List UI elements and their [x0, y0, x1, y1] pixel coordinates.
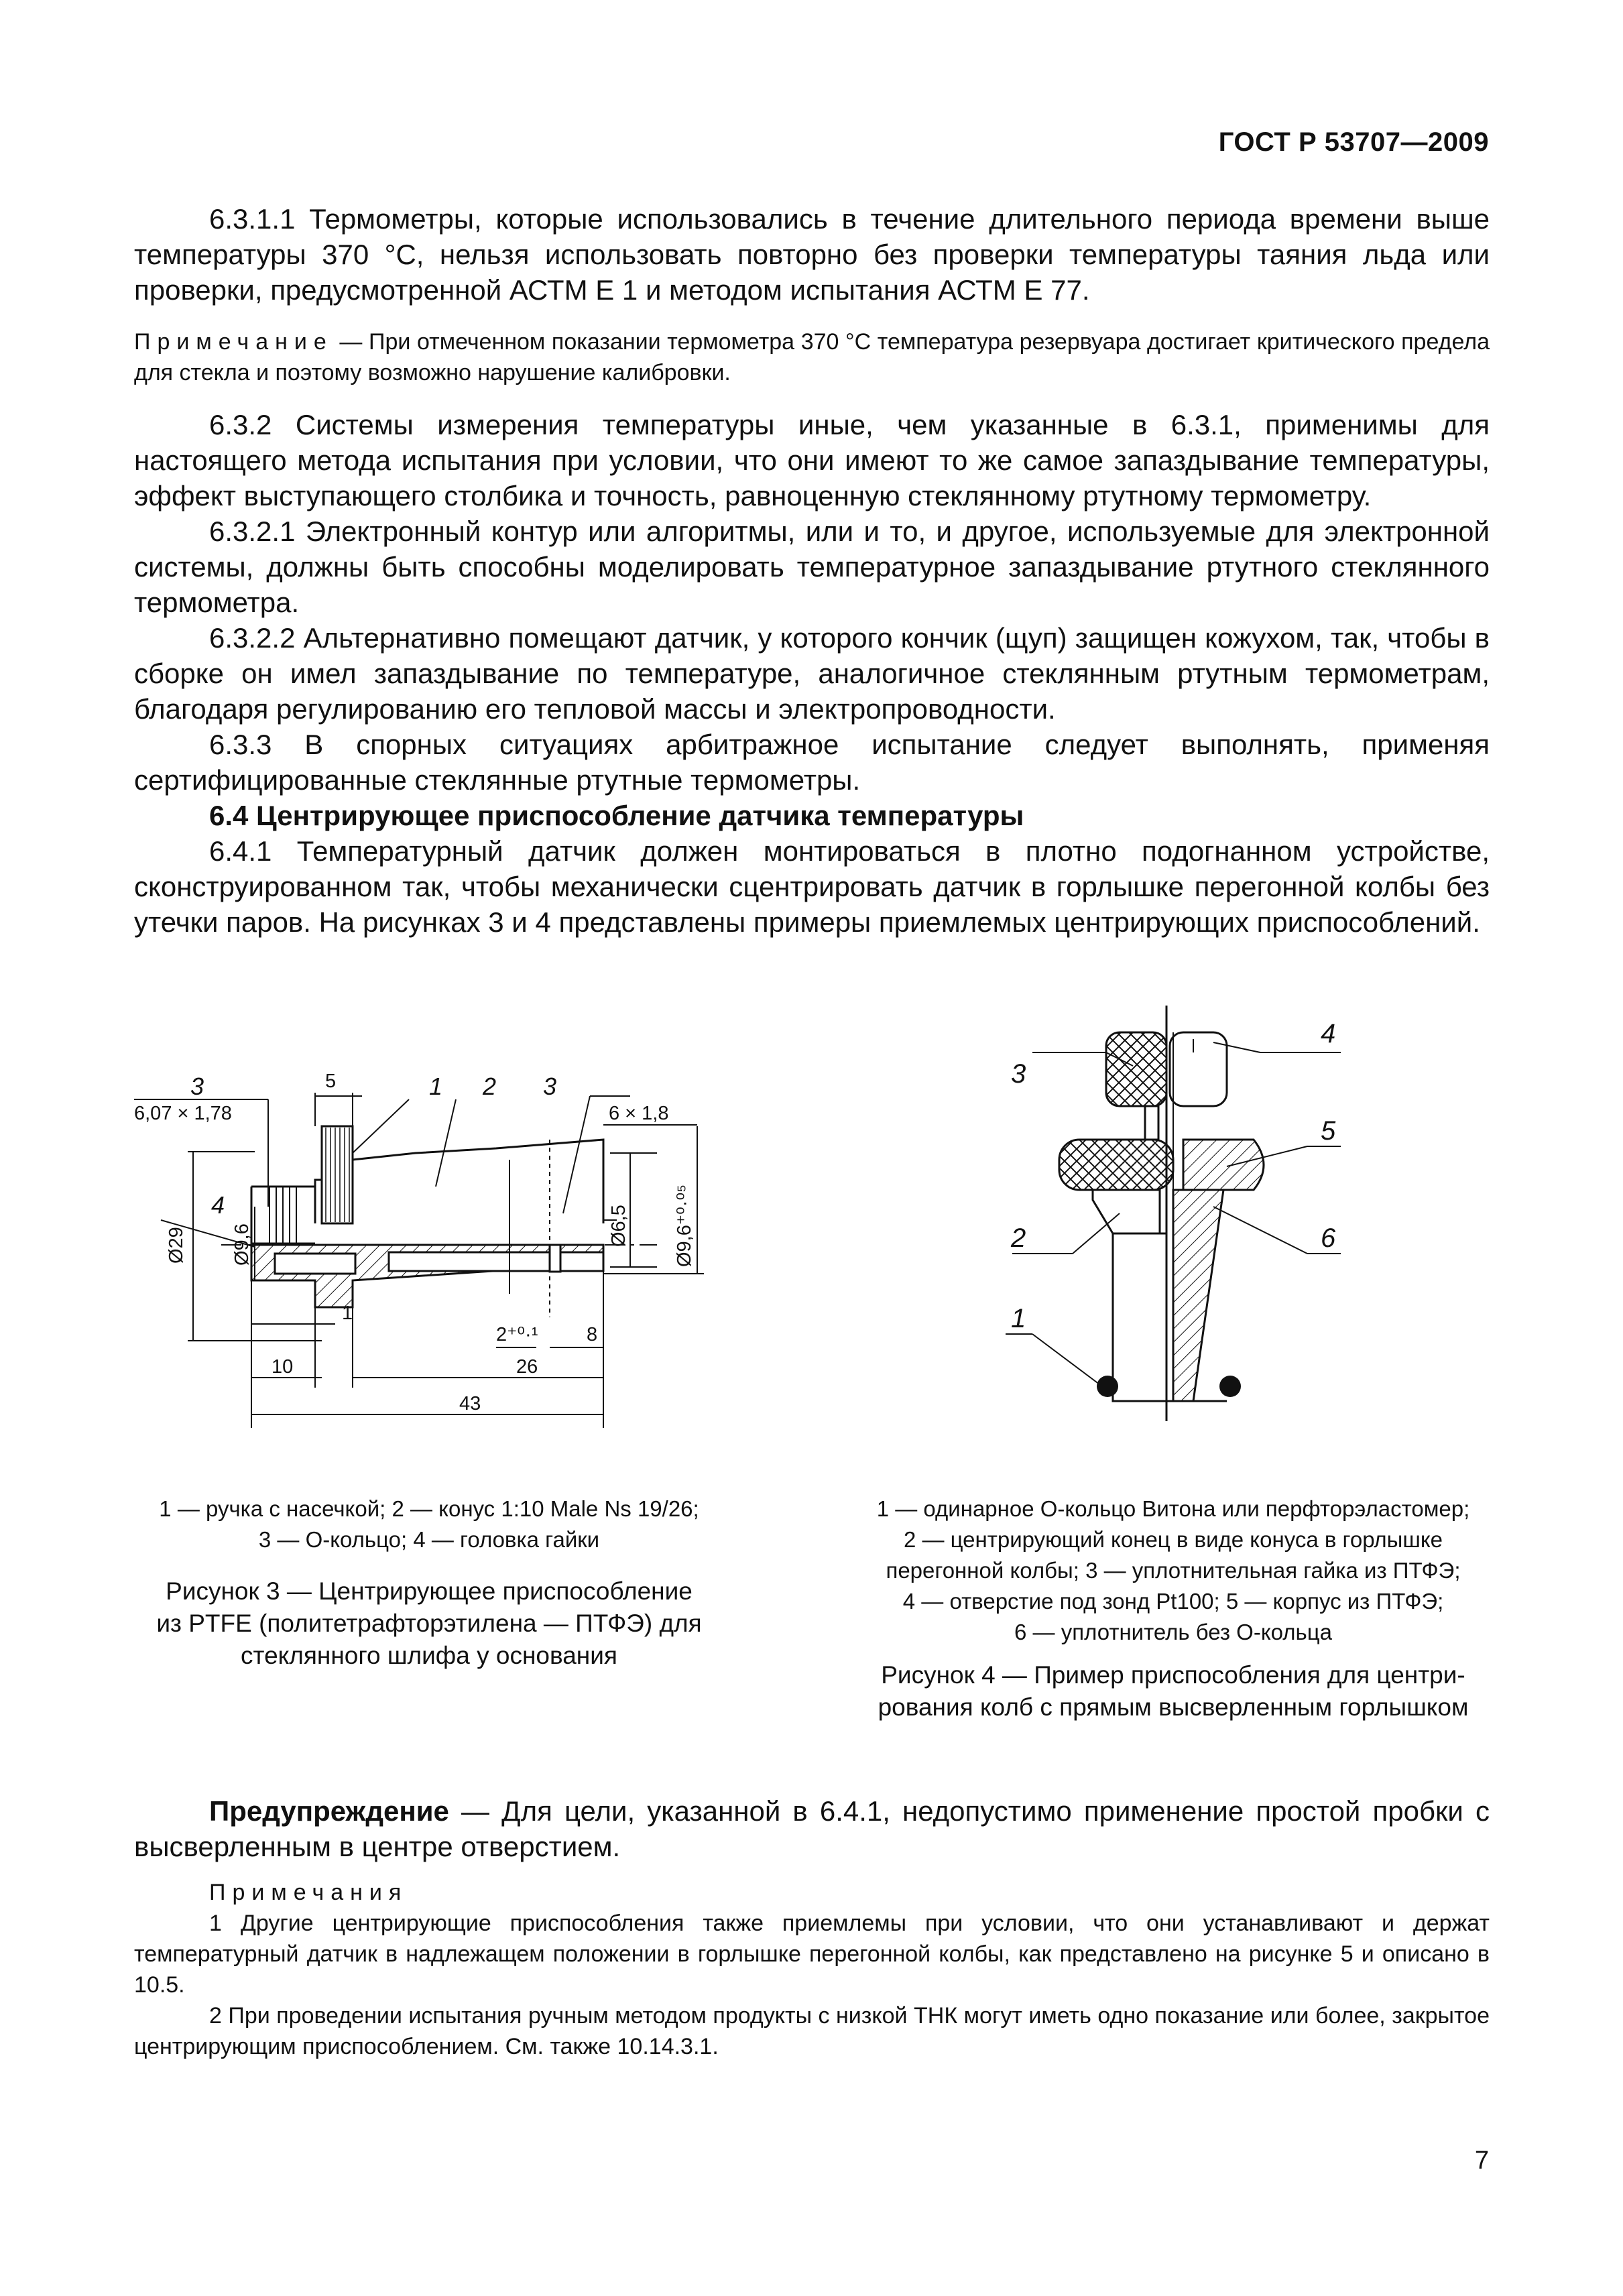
fig4-legend-line-2: 2 — центрирующий конец в виде конуса в горлышке	[903, 1527, 1443, 1552]
fig4-label-3: 3	[1011, 1059, 1026, 1089]
fig4-legend-line-3: перегонной колбы; 3 — уплотнительная гайка из ПТФЭ;	[886, 1558, 1461, 1583]
note-text: — При отмеченном показании термометра 370 °С температура резервуара достигает критического предела для стекла и поэтому возможно нарушение калибровки.	[134, 329, 1490, 385]
section-6-3-2-block	[134, 407, 1490, 940]
fig3-label-1: 1	[429, 1073, 443, 1100]
fig4-caption-line-2: рования колб с прямым высверленным горлышком	[878, 1693, 1469, 1721]
page-number: 7	[1474, 2147, 1489, 2175]
fig3-label-4: 4	[211, 1191, 225, 1219]
paragraph-6-3-2-2: 6.3.2.2 Альтернативно помещают датчик, у которого кончик (щуп) защищен кожухом, так, чтобы в сборке он имел запаздывание по температуре, аналогичное стеклянным ртутным термометрам, благодаря регулированию его тепловой массы и электропроводности.	[134, 622, 1490, 725]
paragraph-6-3-1-1: 6.3.1.1 Термометры, которые использовались в течение длительного периода времени выше температуры 370 °С, нельзя использовать повторно без проверки температуры таяния льда или проверки, предусмотренной АСТМ Е 1 и методом испытания АСТМ Е 77.	[134, 203, 1490, 306]
fig3-dim-43: 43	[459, 1393, 481, 1414]
fig3-dim-26: 26	[516, 1356, 538, 1378]
fig3-label-2: 2	[483, 1073, 497, 1100]
fig3-dim-5: 5	[325, 1071, 337, 1092]
paragraph-6-3-2-1: 6.3.2.1 Электронный контур или алгоритмы, или и то, и другое, используемые для электронной системы, должны быть способны моделировать температурное запаздывание ртутного стеклянного термометра.	[134, 516, 1490, 618]
note-item-1: 1 Другие центрирующие приспособления также приемлемы при условии, что они устанавливают и держат температурный датчик в надлежащем положении в горлышке перегонной колбы, как представлено на рисунке 5 и описано в 10.5.	[134, 1911, 1490, 1998]
fig3-dim-6-5: Ø6,5	[608, 1205, 629, 1247]
fig3-dim-10: 10	[272, 1356, 294, 1378]
warning-block	[134, 1793, 1490, 1864]
fig3-dim-2: 2⁺⁰·¹	[496, 1324, 538, 1345]
fig3-caption-line-3: стеклянного шлифа у основания	[241, 1642, 617, 1669]
fig3-dim-oring-right: 6 × 1,8	[609, 1103, 669, 1124]
section-6-3-1-1	[134, 201, 1490, 308]
fig4-caption-line-1: Рисунок 4 — Пример приспособления для центри-	[881, 1661, 1465, 1689]
figure-3-caption	[134, 1575, 724, 1672]
figure-4-caption	[858, 1659, 1488, 1724]
fig3-dim-9-6-tol: Ø9,6⁺⁰·⁰⁵	[674, 1184, 695, 1267]
fig3-dim-1: 1	[342, 1303, 353, 1324]
figure-3-legend	[134, 1494, 724, 1555]
o-ring-right	[1219, 1376, 1241, 1397]
fig3-caption-line-2: из PTFE (политетрафторэтилена — ПТФЭ) для	[156, 1610, 702, 1637]
fig4-legend-line-5: 6 — уплотнитель без О-кольца	[1014, 1620, 1332, 1644]
warning-paragraph	[134, 1793, 1490, 1864]
figure-4-drawing	[992, 992, 1368, 1448]
paragraph-6-3-2: 6.3.2 Системы измерения температуры иные, чем указанные в 6.3.1, применимы для настоящего метода испытания при условии, что они имеют то же самое запаздывание температуры, эффект выступающего столбика и точность, равноценную стеклянному ртутному термометру.	[134, 409, 1490, 511]
o-ring-left	[1097, 1376, 1118, 1397]
fig4-legend-line-4: 4 — отверстие под зонд Pt100; 5 — корпус из ПТФЭ;	[902, 1589, 1444, 1614]
fig4-label-1: 1	[1011, 1304, 1026, 1333]
standard-header: ГОСТ Р 53707—2009	[1218, 127, 1489, 157]
paragraph-6-3-3: 6.3.3 В спорных ситуациях арбитражное испытание следует выполнять, применяя сертифицированные стеклянные ртутные термометры.	[134, 729, 1490, 796]
fig3-dim-8: 8	[587, 1324, 598, 1345]
fig3-label-3-left: 3	[190, 1073, 204, 1100]
fig3-dim-oring-left: 6,07 × 1,78	[134, 1103, 232, 1124]
knurled-knob	[322, 1126, 353, 1223]
paragraph-6-4-1: 6.4.1 Температурный датчик должен монтироваться в плотно подогнанном устройстве, сконструированном так, чтобы механически сцентрировать датчик в горлышке перегонной колбы без утечки паров. На рисунках 3 и 4 представлены примеры приемлемых центрирующих приспособлений.	[134, 835, 1490, 938]
fig4-label-6: 6	[1321, 1223, 1336, 1253]
fig4-label-2: 2	[1011, 1223, 1026, 1253]
warning-label: Предупреждение	[209, 1795, 449, 1827]
heading-6-4: 6.4 Центрирующее приспособление датчика температуры	[209, 800, 1024, 831]
warning-text: — Для цели, указанной в 6.4.1, недопустимо применение простой пробки с высверленным в центре отверстием.	[134, 1795, 1490, 1862]
fig3-legend-line-1: 1 — ручка с насечкой; 2 — конус 1:10 Male Ns 19/26;	[159, 1496, 699, 1521]
note-1	[134, 326, 1490, 388]
fig3-caption-line-1: Рисунок 3 — Центрирующее приспособление	[166, 1577, 693, 1605]
notes-block	[134, 1877, 1490, 2062]
fig4-label-5: 5	[1321, 1116, 1336, 1146]
figure-4-legend	[858, 1494, 1488, 1648]
note-label: Примечание	[134, 329, 333, 355]
figure-3-drawing	[121, 1052, 764, 1455]
fig3-legend-line-2: 3 — О-кольцо; 4 — головка гайки	[258, 1527, 600, 1552]
fig4-label-4: 4	[1321, 1019, 1336, 1048]
notes-label: Примечания	[209, 1880, 408, 1905]
note-item-2: 2 При проведении испытания ручным методом продукты с низкой ТНК могут иметь одно показание или более, закрытое центрирующим приспособлением. См. также 10.14.3.1.	[134, 2003, 1490, 2059]
fig3-dim-29: Ø29	[166, 1227, 187, 1264]
fig4-legend-line-1: 1 — одинарное О-кольцо Витона или перфторэластомер;	[876, 1496, 1470, 1521]
fig3-dim-9-6: Ø9,6	[231, 1223, 253, 1266]
fig3-label-3-right: 3	[543, 1073, 557, 1100]
